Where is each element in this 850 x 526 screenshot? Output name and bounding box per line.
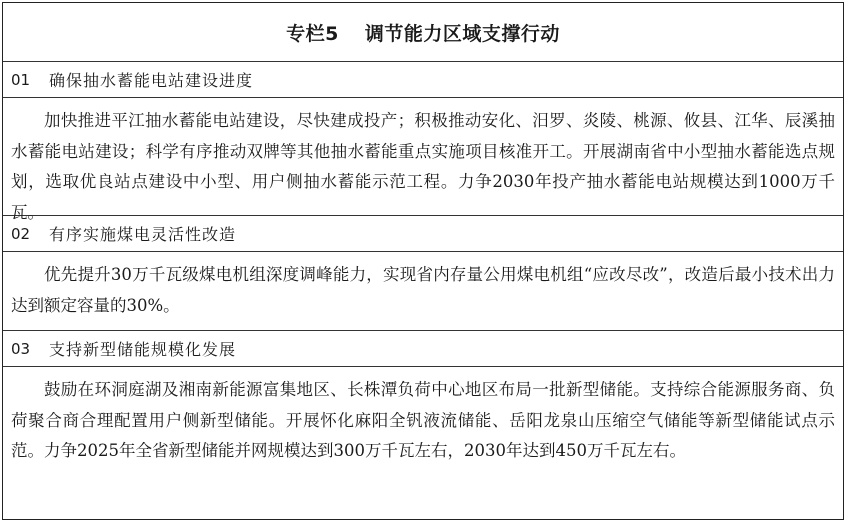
section-number: 01 bbox=[11, 70, 31, 89]
section-body-02: 优先提升30万千瓦级煤电机组深度调峰能力，实现省内存量公用煤电机组“应改尽改”，改造后最小技术出力达到额定容量的30%。 bbox=[3, 252, 843, 331]
section-number: 03 bbox=[11, 339, 31, 358]
column-label: 专栏5 bbox=[286, 22, 339, 45]
column-title-row bbox=[3, 3, 843, 62]
section-number: 02 bbox=[11, 224, 31, 243]
section-heading-text: 有序实施煤电灵活性改造 bbox=[49, 225, 237, 244]
section-heading-text: 支持新型储能规模化发展 bbox=[49, 340, 237, 359]
section-heading-02 bbox=[3, 216, 843, 252]
section-heading-01 bbox=[3, 62, 843, 98]
special-column-box bbox=[2, 2, 844, 520]
section-body-01: 加快推进平江抽水蓄能电站建设，尽快建成投产；积极推动安化、汨罗、炎陵、桃源、攸县、江华、辰溪抽水蓄能电站建设；科学有序推动双牌等其他抽水蓄能重点实施项目核准开工。开展湖南省中小型抽水蓄能选点规划，选取优良站点建设中小型、用户侧抽水蓄能示范工程。力争2030年投产抽水蓄能电站规模达到1000万千瓦。 bbox=[3, 98, 843, 216]
column-title: 调节能力区域支撑行动 bbox=[364, 22, 560, 45]
section-heading-03 bbox=[3, 331, 843, 367]
section-body-03: 鼓励在环洞庭湖及湘南新能源富集地区、长株潭负荷中心地区布局一批新型储能。支持综合能源服务商、负荷聚合商合理配置用户侧新型储能。开展怀化麻阳全钒液流储能、岳阳龙泉山压缩空气储能等新型储能试点示范。力争2025年全省新型储能并网规模达到300万千瓦左右，2030年达到450万千瓦左右。 bbox=[11, 380, 835, 460]
section-heading-text: 确保抽水蓄能电站建设进度 bbox=[49, 71, 254, 90]
